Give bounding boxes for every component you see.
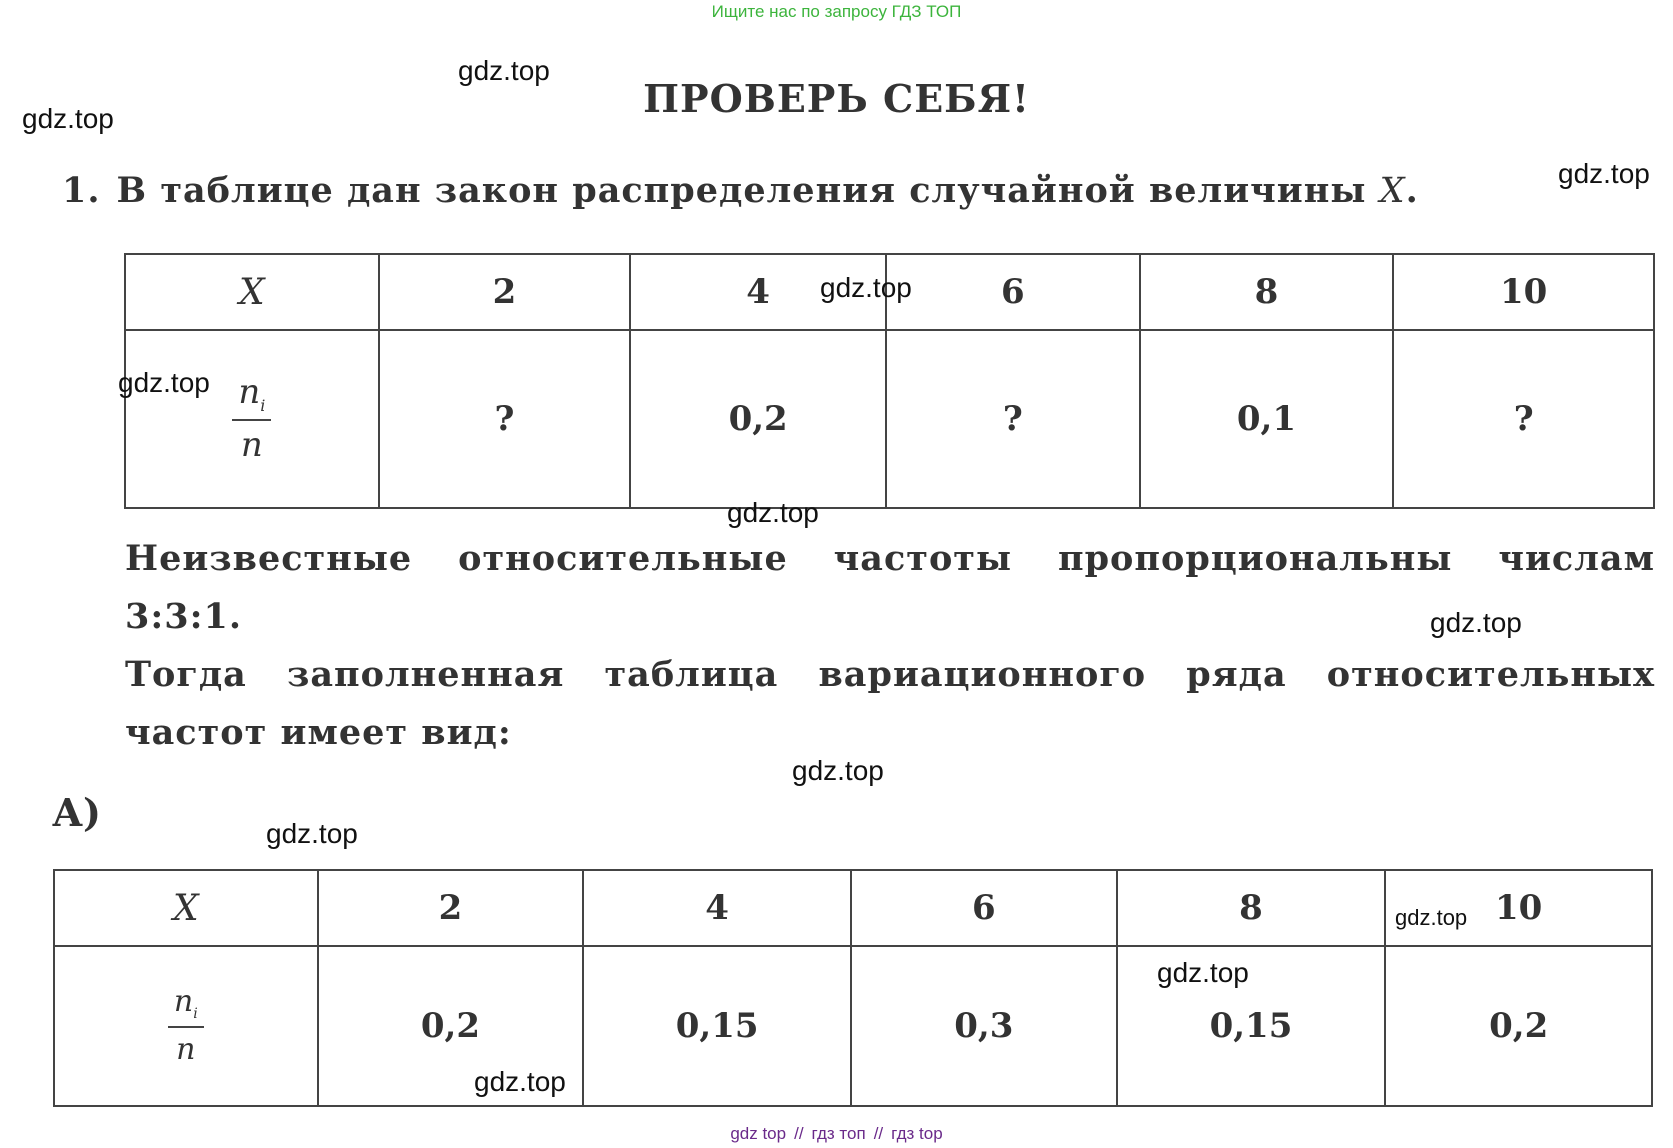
freq-value-cell: 0,15 <box>583 946 851 1106</box>
footer-link[interactable]: гдз top <box>891 1124 943 1143</box>
x-value-cell: 10 <box>1385 870 1652 946</box>
watermark: gdz.top <box>727 497 819 528</box>
relative-frequency-fraction: $\frac{n_i}{n}$ <box>232 372 271 466</box>
freq-value-cell: 0,15 <box>1117 946 1386 1106</box>
watermark: gdz.top <box>458 55 550 86</box>
relative-frequency-fraction: $\frac{n_i}{n}$ <box>168 984 204 1069</box>
freq-value-cell: 0,3 <box>851 946 1117 1106</box>
freq-value-cell: ? <box>886 330 1140 508</box>
freq-value-cell: 0,2 <box>318 946 584 1106</box>
watermark: gdz.top <box>22 103 114 134</box>
table-row <box>54 946 1652 1106</box>
option-label: А) <box>52 790 101 835</box>
table-row <box>125 330 1654 508</box>
footer-separator: // <box>873 1124 884 1143</box>
x-value-cell: 2 <box>379 254 631 330</box>
task-number: 1. <box>62 170 101 211</box>
watermark: gdz.top <box>266 818 358 849</box>
footer-links <box>0 1124 1673 1144</box>
freq-value-cell: 0,1 <box>1140 330 1394 508</box>
watermark: gdz.top <box>474 1066 566 1097</box>
x-value-cell: 2 <box>318 870 584 946</box>
footer-link[interactable]: гдз топ <box>811 1124 866 1143</box>
x-value-cell: 4 <box>583 870 851 946</box>
x-value-cell: 8 <box>1117 870 1386 946</box>
watermark: gdz.top <box>1157 957 1249 988</box>
paragraph-line: Тогда заполненная таблица вариационного ряда относительных <box>125 654 1655 695</box>
x-header-cell: X <box>125 254 379 330</box>
freq-value-cell: ? <box>1393 330 1654 508</box>
task-text: В таблице дан закон распределения случайной величины <box>116 170 1367 211</box>
watermark: gdz.top <box>1395 905 1468 930</box>
watermark: gdz.top <box>1558 158 1650 189</box>
task-statement <box>62 170 1419 211</box>
paragraph-line: частот имеет вид: <box>125 712 512 753</box>
watermark: gdz.top <box>792 755 884 786</box>
footer-separator: // <box>794 1124 804 1143</box>
freq-header-cell <box>54 946 318 1106</box>
paragraph-line: Неизвестные относительные частоты пропорциональны числам <box>125 538 1655 579</box>
x-value-cell: 6 <box>886 254 1140 330</box>
x-value-cell: 10 <box>1393 254 1654 330</box>
paragraph-line: 3:3:1. <box>125 596 243 637</box>
watermark: gdz.top <box>820 272 912 303</box>
freq-value-cell: 0,2 <box>630 330 886 508</box>
x-value-cell: 8 <box>1140 254 1394 330</box>
freq-header-cell <box>125 330 379 508</box>
x-header-cell: X <box>54 870 318 946</box>
task-variable: X <box>1379 171 1406 211</box>
page-title: ПРОВЕРЬ СЕБЯ! <box>643 76 1030 121</box>
freq-value-cell: 0,2 <box>1385 946 1652 1106</box>
watermark: gdz.top <box>118 367 210 398</box>
x-value-cell: 6 <box>851 870 1117 946</box>
top-banner[interactable]: Ищите нас по запросу ГДЗ ТОП <box>711 2 962 21</box>
watermark: gdz.top <box>1430 607 1522 638</box>
task-end: . <box>1405 170 1419 211</box>
x-value-cell: 4 <box>630 254 886 330</box>
freq-value-cell: ? <box>379 330 631 508</box>
footer-link[interactable]: gdz top <box>730 1124 787 1143</box>
